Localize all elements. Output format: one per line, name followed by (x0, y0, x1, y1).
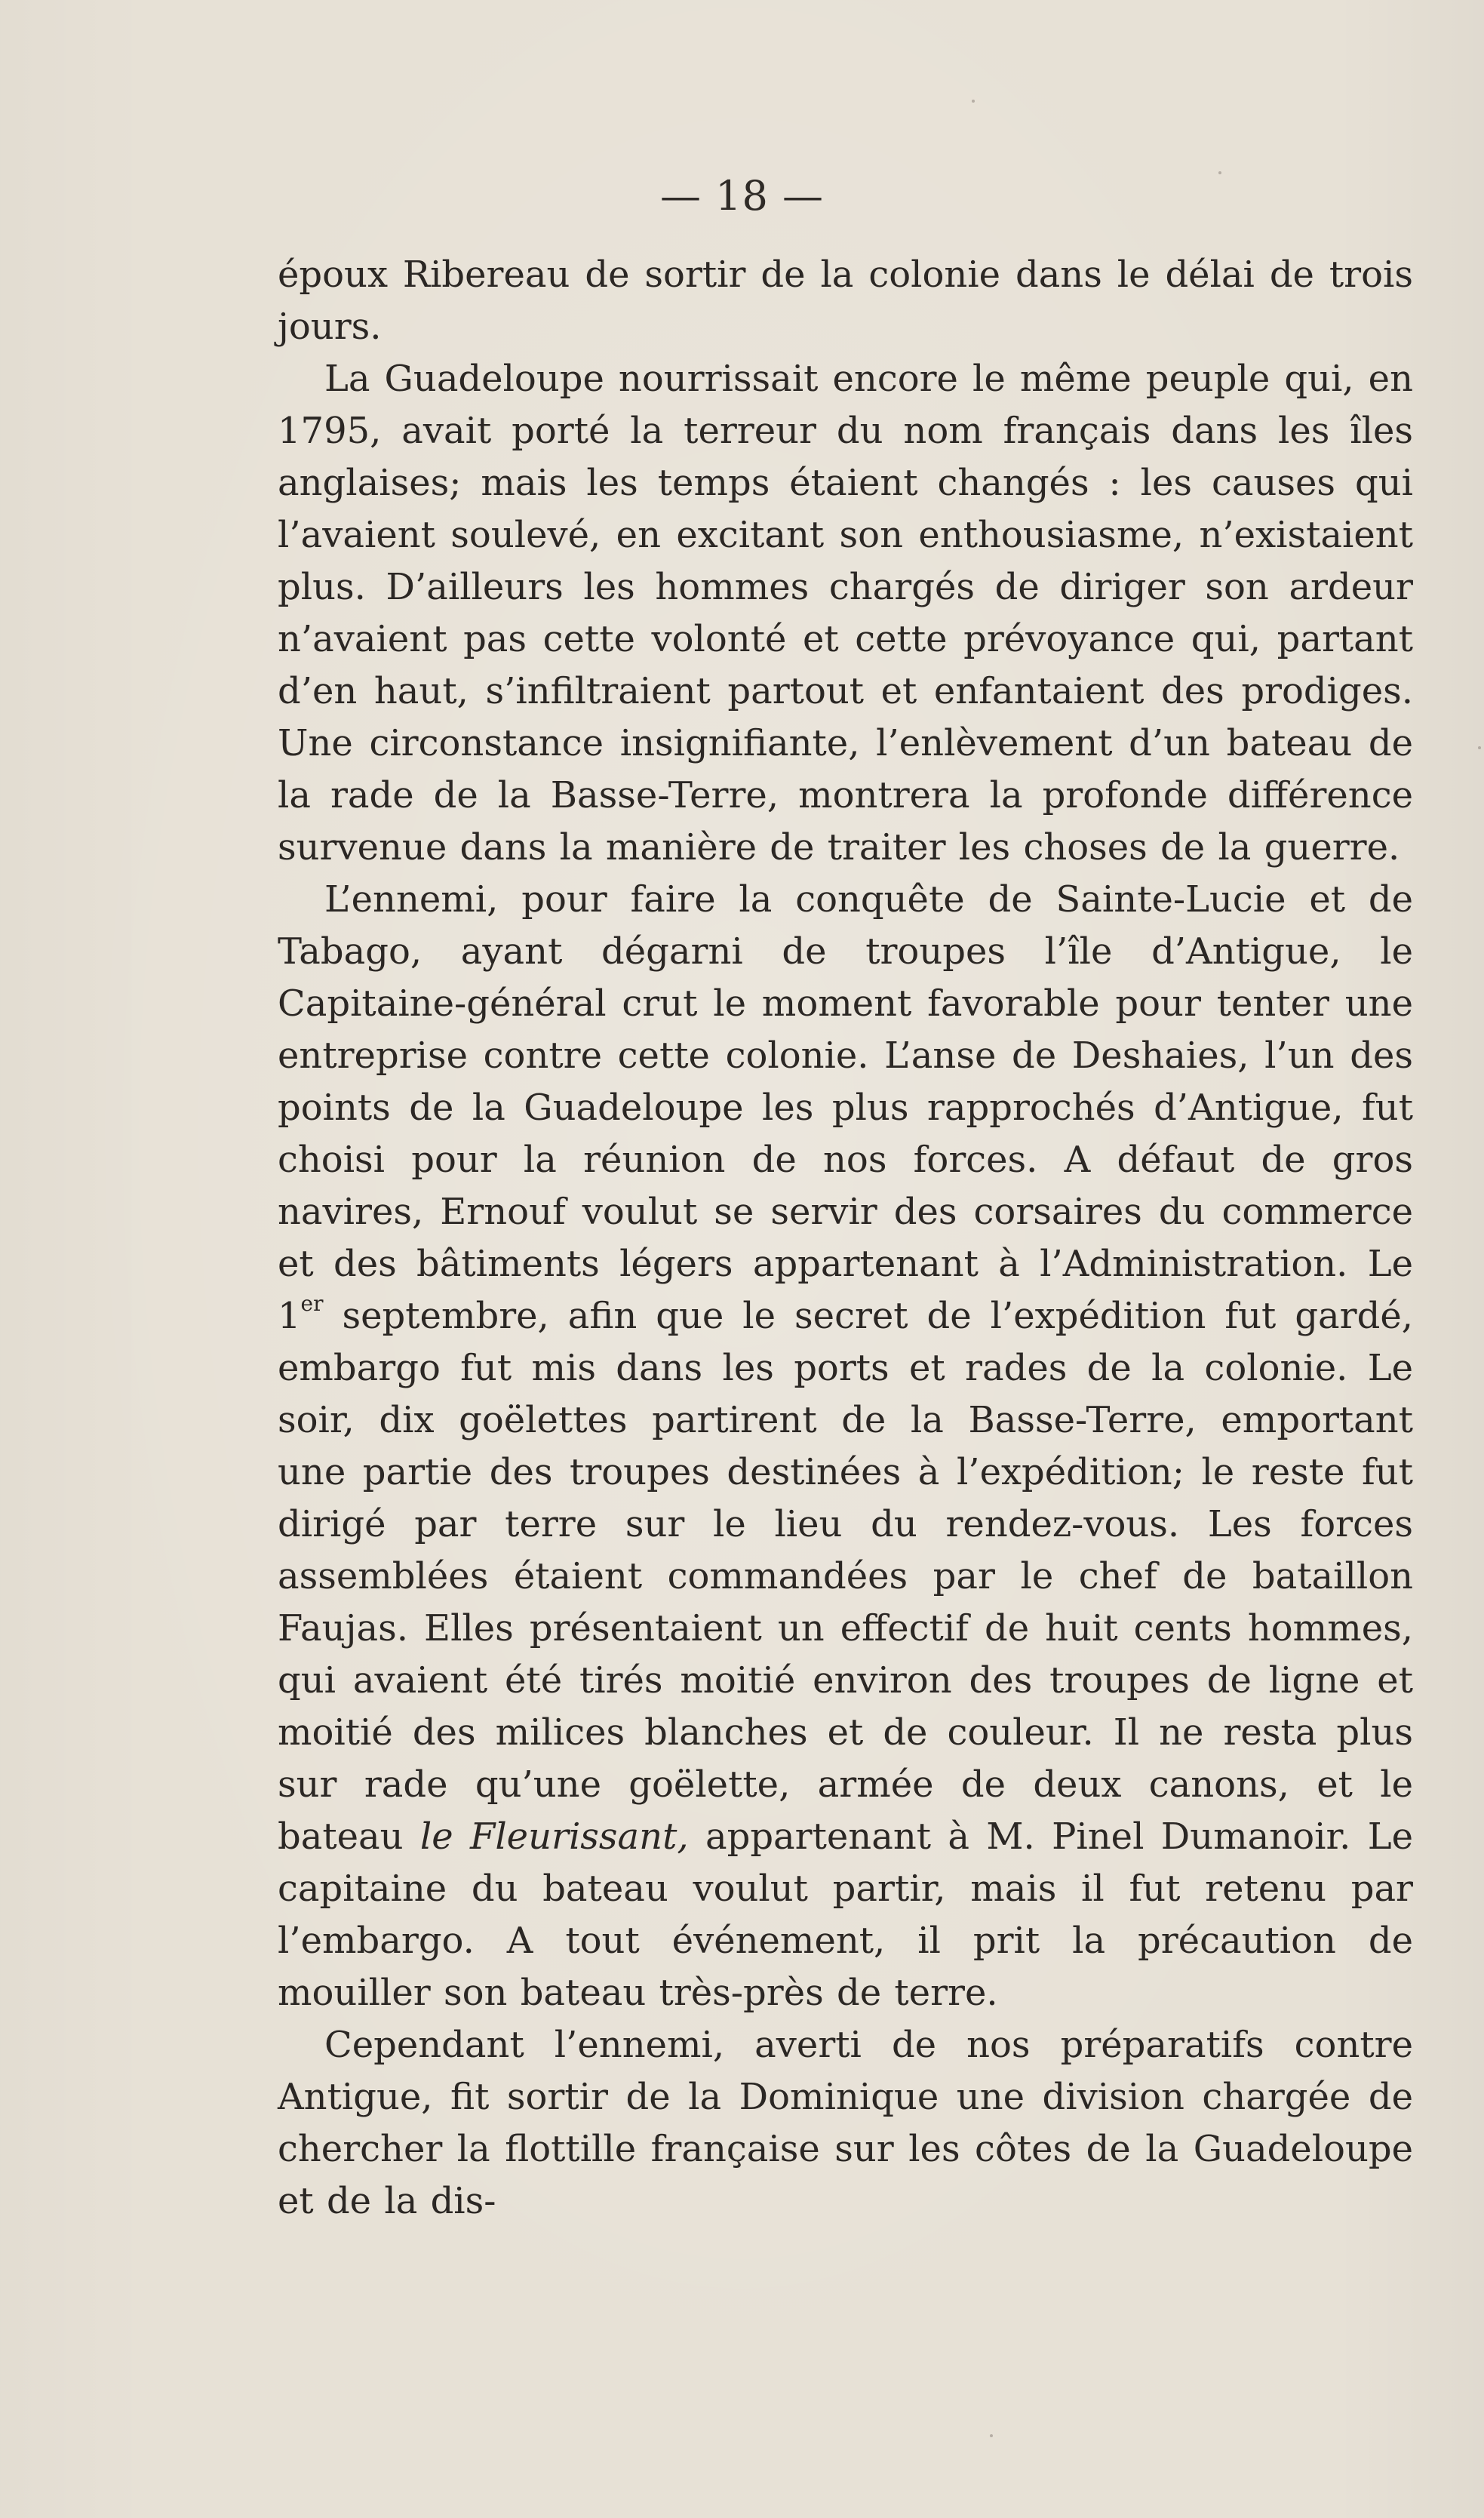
paragraph-2 (278, 353, 1413, 874)
paragraph-3-text-b: septembre, afin que le secret de l’expédition fut gardé, embargo fut mis dans les ports et rades de la colonie. Le soir, dix goëlettes partirent de la Basse-Terre, emportant une partie des troupes destinées à l’expédition; le reste fut dirigé par terre sur le lieu du rendez-vous. Les forces assemblées étaient commandées par le chef de bataillon Faujas. Elles présentaient un effectif de huit cents hommes, qui avaient été tirés moitié environ des troupes de ligne et moitié des milices blanches et de couleur. Il ne resta plus sur rade qu’une goëlette, armée de deux canons, et le bateau (278, 1295, 1413, 1858)
body-text (278, 249, 1413, 2227)
paper-speck-3 (990, 2434, 993, 2437)
paper-speck-4 (1478, 746, 1481, 749)
ship-name-italic: le Fleurissant, (419, 1815, 689, 1858)
ordinal-superscript: er (300, 1291, 324, 1316)
paragraph-4 (278, 2019, 1413, 2227)
paragraph-3 (278, 874, 1413, 2019)
paragraph-2-text: La Guadeloupe nourrissait encore le même peuple qui, en 1795, avait porté la terreur du nom français dans les îles anglaises; mais les temps étaient changés : les causes qui l’avaient soulevé, en excitant son enthousiasme, n’existaient plus. D’ailleurs les hommes chargés de diriger son ardeur n’avaient pas cette volonté et cette prévoyance qui, partant d’en haut, s’infiltraient partout et enfantaient des prodiges. Une circonstance insignifiante, l’enlèvement d’un bateau de la rade de la Basse-Terre, montrera la profonde différence survenue dans la manière de traiter les choses de la guerre. (278, 358, 1413, 869)
paragraph-3-text-c: appartenant à M. Pinel Dumanoir. Le capitaine du bateau voulut partir, mais il fut retenu par l’embargo. A tout événement, il prit la précaution de mouiller son bateau très-près de terre. (278, 1815, 1414, 2014)
paragraph-4-text: Cependant l’ennemi, averti de nos préparatifs contre Antigue, fit sortir de la Dominique une division chargée de chercher la flottille française sur les côtes de la Guadeloupe et de la dis- (278, 2024, 1413, 2222)
paragraph-1 (278, 249, 1413, 353)
paragraph-3-text-a: L’ennemi, pour faire la conquête de Sainte-Lucie et de Tabago, ayant dégarni de troupes l’île d’Antigue, le Capitaine-général crut le moment favorable pour tenter une entreprise contre cette colonie. L’anse de Deshaies, l’un des points de la Guadeloupe les plus rapprochés d’Antigue, fut choisi pour la réunion de nos forces. A défaut de gros navires, Ernouf voulut se servir des corsaires du commerce et des bâtiments légers appartenant à l’Administration. Le 1 (278, 878, 1413, 1337)
page-number: — 18 — (659, 172, 825, 220)
paper-speck-1 (972, 100, 975, 103)
paper-speck-2 (1218, 171, 1221, 174)
paragraph-1-text: époux Ribereau de sortir de la colonie dans le délai de trois jours. (278, 254, 1413, 348)
